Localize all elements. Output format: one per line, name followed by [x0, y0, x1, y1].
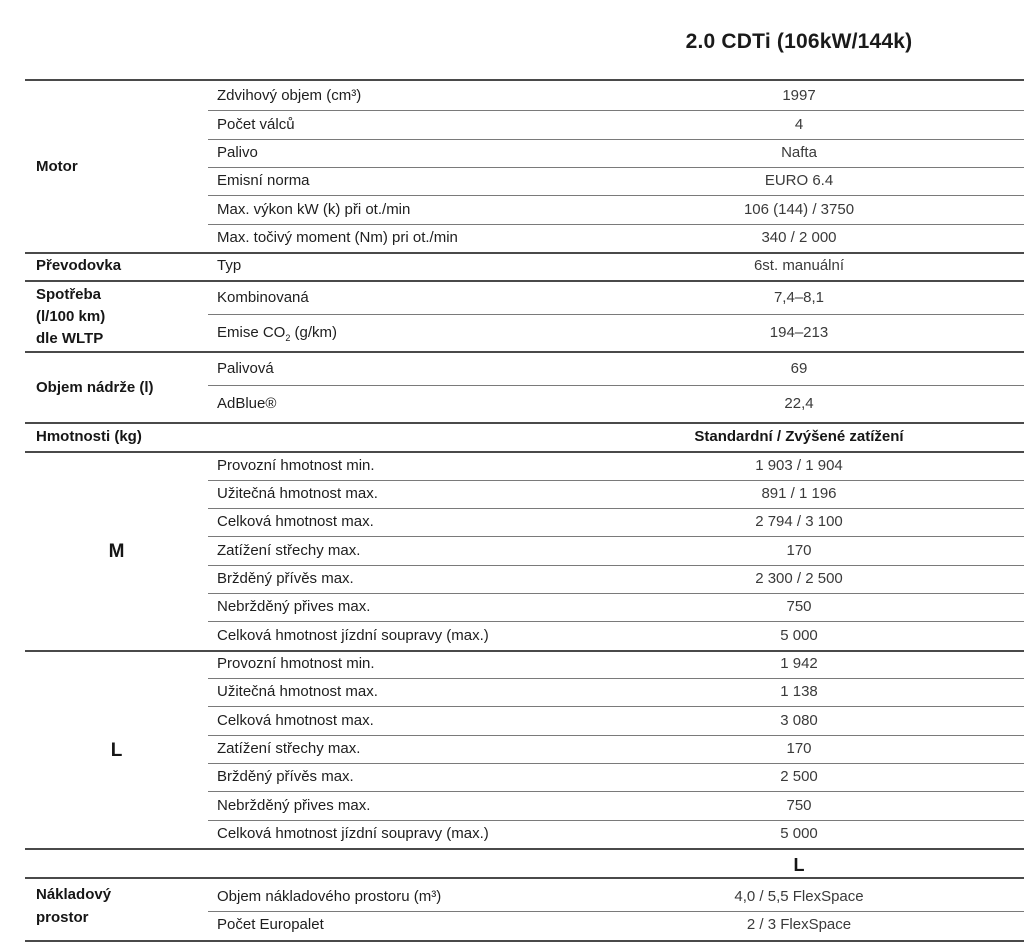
divider — [25, 252, 1024, 254]
row-label: Počet Europalet — [217, 916, 324, 933]
group-label-cargo-2: prostor — [36, 909, 89, 926]
divider — [208, 385, 1024, 386]
divider — [208, 678, 1024, 679]
row-value: 5 000 — [780, 627, 818, 644]
row-label-co2 — [217, 324, 337, 342]
row-label: Nebržděný přives max. — [217, 598, 371, 615]
divider — [208, 110, 1024, 111]
group-label-consumption-1: Spotřeba — [36, 286, 102, 303]
divider — [25, 848, 1024, 850]
group-label-consumption-3: dle WLTP — [36, 330, 104, 347]
row-value: 106 (144) / 3750 — [743, 201, 855, 218]
row-value: 891 / 1 196 — [761, 485, 837, 502]
group-label-l: L — [110, 740, 123, 761]
row-label: Celková hmotnost max. — [217, 712, 374, 729]
divider — [25, 79, 1024, 81]
divider — [25, 940, 1024, 942]
group-label-consumption-2: (l/100 km) — [36, 308, 106, 325]
row-label: Zatížení střechy max. — [217, 542, 361, 559]
co2-subscript: 2 — [285, 333, 291, 343]
row-value: 2 794 / 3 100 — [755, 513, 843, 530]
group-label-m: M — [108, 541, 125, 562]
group-label-weights: Hmotnosti (kg) — [36, 428, 142, 445]
row-label: Celková hmotnost jízdní soupravy (max.) — [217, 825, 489, 842]
group-label-motor: Motor — [36, 158, 78, 175]
row-label: Bržděný přívěs max. — [217, 768, 354, 785]
divider — [208, 224, 1024, 225]
row-value: 22,4 — [784, 395, 814, 412]
row-value: 69 — [790, 360, 808, 377]
divider — [208, 706, 1024, 707]
row-label: Max. výkon kW (k) při ot./min — [217, 201, 411, 218]
group-label-cargo-1: Nákladový — [36, 886, 112, 903]
divider — [208, 911, 1024, 912]
row-value: 4,0 / 5,5 FlexSpace — [734, 888, 864, 905]
row-label: Bržděný přívěs max. — [217, 570, 354, 587]
row-value: 2 500 — [780, 768, 818, 785]
row-label: Objem nákladového prostoru (m³) — [217, 888, 442, 905]
divider — [25, 280, 1024, 282]
row-value: 170 — [786, 542, 812, 559]
row-label: Nebržděný přives max. — [217, 797, 371, 814]
row-label: Provozní hmotnost min. — [217, 457, 375, 474]
row-value: 6st. manuální — [753, 257, 845, 274]
row-value: 750 — [786, 598, 812, 615]
row-value: Nafta — [781, 144, 817, 161]
row-value: 1 942 — [780, 655, 818, 672]
row-value: 1997 — [782, 87, 816, 104]
row-label: Celková hmotnost max. — [217, 513, 374, 530]
row-label: Provozní hmotnost min. — [217, 655, 375, 672]
engine-title: 2.0 CDTi (106kW/144k) — [685, 30, 913, 53]
row-value: 2 300 / 2 500 — [755, 570, 843, 587]
row-value: 750 — [786, 797, 812, 814]
cargo-header-value: L — [793, 855, 805, 875]
row-label: Zdvihový objem (cm³) — [217, 87, 362, 104]
row-label: Užitečná hmotnost max. — [217, 683, 378, 700]
row-label: Kombinovaná — [217, 289, 309, 306]
divider — [208, 195, 1024, 196]
row-value: 1 138 — [780, 683, 818, 700]
row-label: Počet válců — [217, 116, 295, 133]
divider — [208, 621, 1024, 622]
row-label: Užitečná hmotnost max. — [217, 485, 378, 502]
divider — [208, 593, 1024, 594]
divider — [208, 565, 1024, 566]
co2-label-main: Emise CO — [217, 324, 286, 341]
divider — [208, 480, 1024, 481]
divider — [208, 791, 1024, 792]
row-value: 170 — [786, 740, 812, 757]
row-label: Celková hmotnost jízdní soupravy (max.) — [217, 627, 489, 644]
divider — [208, 314, 1024, 315]
group-label-transmission: Převodovka — [36, 257, 122, 274]
divider — [25, 351, 1024, 353]
divider — [208, 508, 1024, 509]
row-label: Emisní norma — [217, 172, 310, 189]
divider — [25, 422, 1024, 424]
row-label: Palivo — [217, 144, 258, 161]
divider — [208, 536, 1024, 537]
row-label: Max. točivý moment (Nm) pri ot./min — [217, 229, 458, 246]
row-value: 3 080 — [780, 712, 818, 729]
row-label: Zatížení střechy max. — [217, 740, 361, 757]
row-value: EURO 6.4 — [764, 172, 834, 189]
row-label: Palivová — [217, 360, 274, 377]
weights-header-value: Standardní / Zvýšené zatížení — [694, 428, 904, 445]
divider — [25, 451, 1024, 453]
divider — [208, 820, 1024, 821]
row-value: 7,4–8,1 — [773, 289, 825, 306]
divider — [208, 763, 1024, 764]
row-value: 5 000 — [780, 825, 818, 842]
divider — [208, 735, 1024, 736]
divider — [25, 877, 1024, 879]
group-label-tank: Objem nádrže (l) — [36, 379, 154, 396]
row-label: AdBlue® — [217, 395, 277, 412]
co2-label-unit: (g/km) — [290, 324, 338, 341]
divider — [25, 650, 1024, 652]
divider — [208, 139, 1024, 140]
row-value: 194–213 — [769, 324, 829, 341]
divider — [208, 167, 1024, 168]
row-value: 2 / 3 FlexSpace — [746, 916, 852, 933]
row-label: Typ — [217, 257, 242, 274]
row-value: 1 903 / 1 904 — [755, 457, 843, 474]
row-value: 4 — [794, 116, 804, 133]
row-value: 340 / 2 000 — [761, 229, 837, 246]
